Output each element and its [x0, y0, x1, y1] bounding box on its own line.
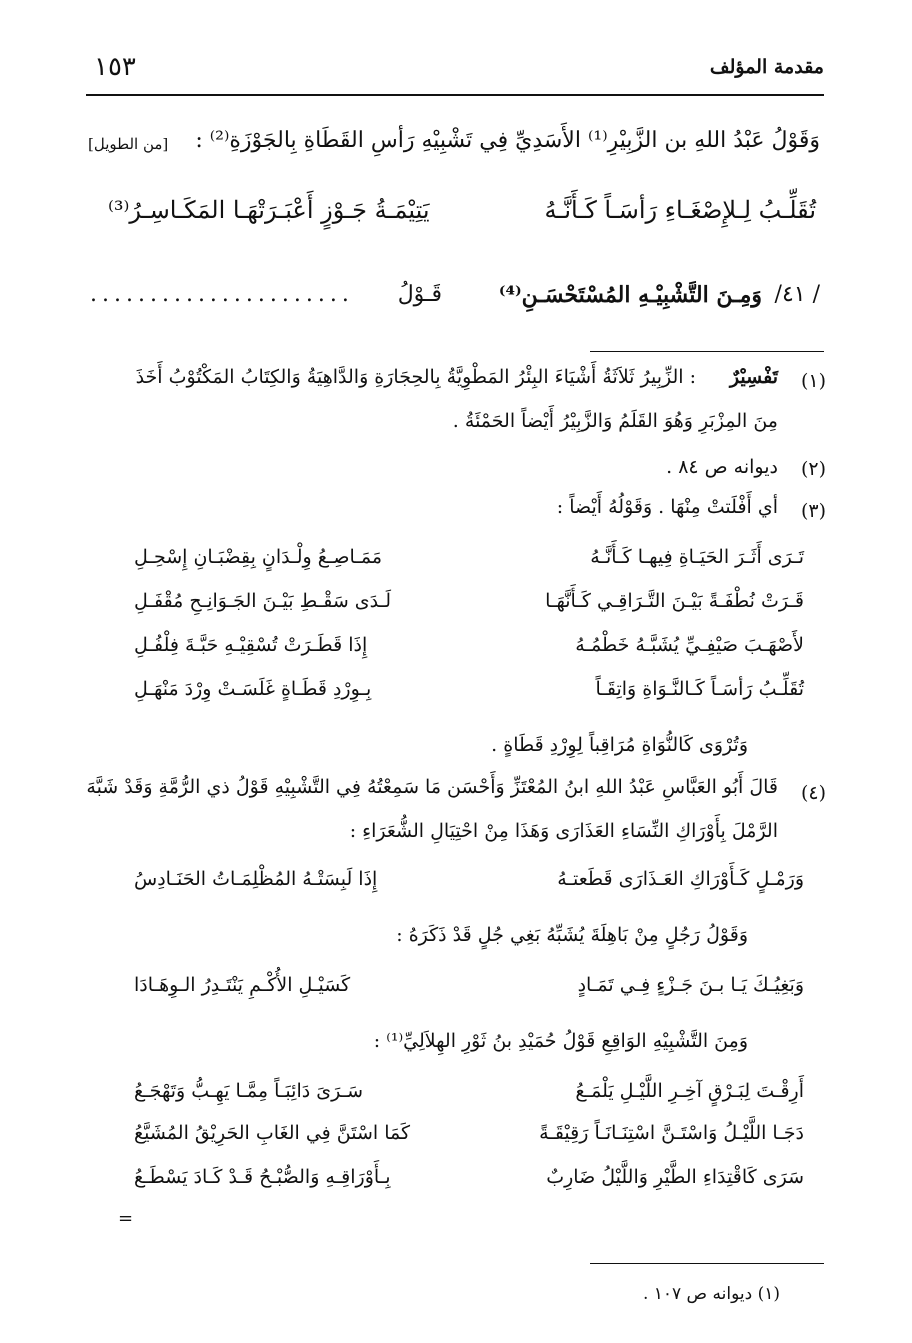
- fn3-verse1-right: تَـرَى أَثَـرَ الحَيَـاةِ فِيهـا كَـأَنَّـهُ: [590, 546, 804, 568]
- page-number: ١٥٣: [94, 52, 136, 82]
- footnote-separator: [590, 351, 824, 352]
- leader-dots: ......................: [90, 282, 354, 307]
- fn3-verse2-left: لَـدَى سَقْـطِ بَيْـنَ الجَـوَانِـحِ مُقْفَـلِ: [134, 590, 392, 612]
- fn3-verse4-left: بِـوِرْدِ قَطَـاةٍ غَلَسَـتْ وِرْدَ مَنْهَـلِ: [134, 678, 372, 700]
- fn4-verse1-right: وَرَمْـلٍ كَـأَوْرَاكِ العَـذَارَى قَطَعتـهُ: [557, 868, 804, 890]
- fn3-verse3-left: إِذَا قَطَـرَتْ تُسْقِيْـهِ حَبَّـةَ فِلْفُـلِ: [134, 634, 368, 656]
- chapter-title: مقدمة المؤلف: [709, 56, 824, 78]
- header-rule: [86, 94, 824, 96]
- footnote-4-line3: وَقَوْلُ رَجُلٍ مِنْ بَاهِلَةَ يُشَبِّهُ بَغِي جُلٍ قَدْ ذَكَرَهُ :: [396, 924, 748, 946]
- page-ref-marker: / ٤١/: [774, 282, 820, 307]
- footnote-4-line4: وَمِنَ التَّشْبِيْهِ الوَاقِعِ قَوْلُ حُمَيْدِ بنُ ثَوْرِ الهِلاَلِيِّ⁽¹⁾ :: [373, 1030, 748, 1052]
- footnote-3-closing: وَتُرْوَى كَالنُّوَاةِ مُرَاقِباً لِوِرْدِ قَطَاةٍ .: [491, 734, 748, 756]
- fn4-verse5-right: سَرَى كَاقْتِدَاءِ الطَّيْرِ وَاللَّيْلُ ضَارِبٌ: [546, 1166, 804, 1188]
- fn4-verse2-left: كَسَيْـلِ الأُكْـمِ يَنْتَـدِرُ الـوِهَـادَا: [134, 974, 351, 996]
- page-footnote-separator: [590, 1263, 824, 1264]
- fn3-verse2-right: قَـرَتْ نُطْفَـةً بَيْـنَ التَّـرَاقِـي كَـأَنَّهَـا: [545, 590, 804, 612]
- footnote-1-line2: مِنَ المِزْبَرِ وَهُوَ القَلَمُ وَالزَّبِيْرُ أَيْضاً الحَمْئَةُ .: [452, 410, 778, 432]
- page-footnote: (١) ديوانه ص ١٠٧ .: [642, 1284, 780, 1304]
- fn4-verse5-left: بِـأَوْرَاقِـهِ وَالصُّبْـحُ قَـدْ كَـادَ يَسْطَـعُ: [134, 1166, 391, 1188]
- section-heading-tail: قَـوْلُ: [397, 282, 442, 307]
- footnote-3-text: أي أَفْلَتتْ مِنْهَا . وَقَوْلُهُ أَيْضاً :: [556, 496, 778, 518]
- footnote-1-term: تَفْسِيْرٌ: [729, 366, 778, 388]
- fn3-verse4-right: تُقَلِّـبُ رَأسَـاً كَـالنَّـوَاةِ وَاتِقَـاً: [595, 678, 804, 700]
- verse1-hemistich-left: يَتِيْمَـةُ جَـوْزٍ أَعْبَـرَتْهَـا المَكَـاسِـرُ⁽³⁾: [108, 196, 430, 224]
- footnote-1-number: (١): [800, 370, 826, 392]
- footnote-1-line1: : الزِّبِيرُ ثَلاَثَةُ أَشْيَاءَ البِئْرُ المَطْوِيَّةُ بِالحِجَارَةِ وَالدَّاهِيَةُ وَالكِتَابُ المَكْتُوْبُ أَخَذَ: [135, 366, 696, 388]
- fn4-verse4-left: كَمَا اسْتَنَّ فِي الغَابِ الحَرِيْقُ المُشَيَّعُ: [134, 1122, 411, 1144]
- fn4-verse3-left: سَـرَىَ دَائِبَـاً مِمَّـا يَهِـبُّ وَتَهْجَـعُ: [134, 1080, 364, 1102]
- fn4-verse4-right: دَجَـا اللَّيْـلُ وَاسْتَـنَّ اسْتِنَـانَـاً رَقِيْقَـةً: [539, 1122, 804, 1144]
- fn4-verse3-right: أَرِقْـتَ لِبَـرْقٍ آخِـرِ اللَّيْـلِ يَلْمَـعُ: [575, 1080, 804, 1102]
- footnote-3-number: (٣): [800, 500, 826, 522]
- footnote-4-line1: قَالَ أَبُو العَبَّاسِ عَبْدُ اللهِ ابنُ المُعْتَزِّ وَأَحْسَن مَا سَمِعْتُهُ فِي التَّشْبِيْهِ قَوْلُ ذي الرُّمَّةِ وَقَدْ شَبَّهَ: [86, 776, 778, 798]
- footnote-4-line2: الرَّمْلَ بِأَوْرَاكِ النِّسَاءِ العَذَارَى وَهَذَا مِنْ احْتِيَالِ الشُّعَرَاءِ :: [349, 820, 778, 842]
- fn3-verse3-right: لأَصْهَـبَ صَيْفِـيِّ يُشَبَّـهُ خَطْمُـهُ: [575, 634, 804, 656]
- meter-label: [من الطويل]: [88, 135, 169, 153]
- footnote-4-number: (٤): [800, 782, 826, 804]
- verse1-hemistich-right: تُقَلِّـبُ لِـلإِصْغَـاءِ رَأسَـاً كَـأَنَّـهُ: [544, 196, 816, 224]
- intro-line: وَقَوْلُ عَبْدُ اللهِ بن الزَّبِيْرِ⁽¹⁾ الأَسَدِيِّ فِي تَشْبِيْهِ رَأسِ القَطَاةِ بِالجَوْزَةِ⁽²⁾ :: [195, 128, 820, 153]
- footnote-2-text: ديوانه ص ٨٤ .: [666, 456, 778, 478]
- fn4-verse2-right: وَبَغِيُـكَ يَـا بـنَ جَـزْءٍ فِـي تَمَـادٍ: [577, 974, 804, 996]
- fn4-verse1-left: إِذَا لَبِسَتْـهُ المُظْلِمَـاتُ الحَنَـادِسُ: [134, 868, 378, 890]
- section-heading: وَمِـنَ التَّشْبِيْـهِ المُسْتَحْسَـنِ⁽⁴⁾: [498, 282, 762, 308]
- footnote-2-number: (٢): [800, 458, 826, 480]
- continuation-mark: =: [118, 1208, 134, 1229]
- fn3-verse1-left: مَمَـاصِـعُ وِلْـدَانٍ بِقِضْبَـانِ إِسْحِـلِ: [134, 546, 383, 568]
